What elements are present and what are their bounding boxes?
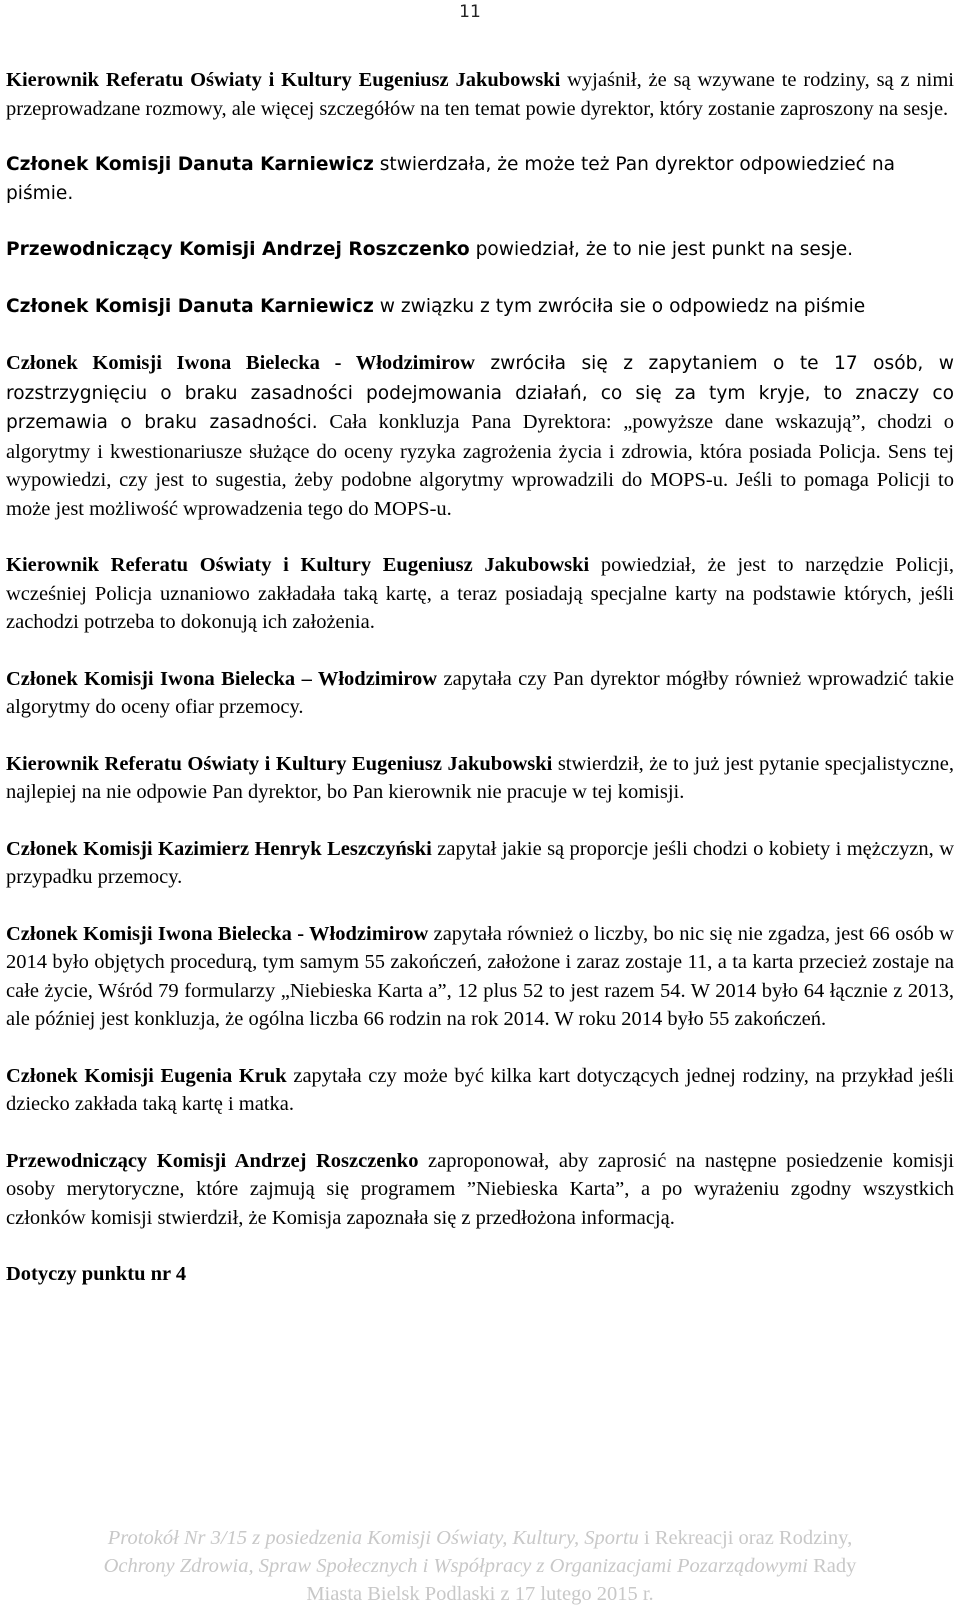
speaker-name: Członek Komisji Danuta Karniewicz [6,295,374,317]
paragraph-text-sans: zwróciła się z zapytaniem o te 17 osób, w rozstrzygnięciu o braku zasadności podejmowania działań, co się za tym kryje, to znaczy co przemawia o braku zasadności. [6,353,954,433]
paragraph-10 [6,920,954,1034]
paragraph-text: wyjaśnił, że są wzywane te rodziny, są z nimi przeprowadzane rozmowy, ale więcej szczegółów na ten temat powie dyrektor, który zostanie zaproszony na sesje. [6,69,954,120]
page-footer [0,1524,960,1608]
footer-text: i Rekreacji oraz Rodziny, [638,1527,853,1549]
paragraph-8 [6,750,954,807]
paragraph-12 [6,1147,954,1233]
footer-text: Ochrony Zdrowia, Spraw Społecznych i Współpracy z Organizacjami Pozarządowymi [103,1555,808,1577]
paragraph-text: zapytała czy może być kilka kart dotyczących jednej rodziny, na przykład jeśli dziecko zakłada taką kartę i matka. [6,1064,954,1115]
footer-text: Rady [807,1555,857,1577]
section-heading: Dotyczy punktu nr 4 [6,1263,187,1285]
document-body [6,66,954,1289]
footer-line-2 [0,1552,960,1580]
speaker-name: Przewodniczący Komisji Andrzej Roszczenko [6,1149,419,1172]
paragraph-text: Cała konkluzja Pana Dyrektora: „powyższe dane wskazują”, chodzi o algorytmy i kwestionariusze służące do oceny ryzyka zagrożenia życia i zdrowia, która posiada Policja. Sens tej wypowiedzi, czy jest to sugestia, żeby podobne algorytmy wprowadzili do MOPS-u. Jeśli to pomaga Policji to może jest możliwość wprowadzenia tego do MOPS-u. [6,411,954,520]
paragraph-6 [6,551,954,637]
paragraph-1 [6,66,954,123]
page-number: 11 [459,2,481,22]
footer-line-1 [0,1524,960,1552]
speaker-name: Członek Komisji Iwona Bielecka - Włodzimirow [6,352,475,374]
paragraph-2 [6,151,954,208]
paragraph-text: powiedział, że jest to narzędzie Policji, wcześniej Policja uznaniowo zakładała taką kartę, a teraz posiadają specjalne karty na podstawie których, jeśli zachodzi potrzeba to dokonują ich założenia. [6,554,954,633]
footer-line-3: Miasta Bielsk Podlaski z 17 lutego 2015 r. [306,1583,654,1605]
paragraph-11 [6,1062,954,1119]
speaker-name: Członek Komisji Eugenia Kruk [6,1064,287,1087]
paragraph-5 [6,349,954,523]
speaker-name: Członek Komisji Danuta Karniewicz [6,154,374,175]
speaker-name: Członek Komisji Iwona Bielecka – Włodzimirow [6,667,438,690]
speaker-name: Członek Komisji Iwona Bielecka - Włodzimirow [6,922,429,945]
speaker-name: Kierownik Referatu Oświaty i Kultury Eugeniusz Jakubowski [6,752,553,775]
paragraph-7 [6,665,954,722]
paragraph-text: zapytał jakie są proporcje jeśli chodzi o kobiety i mężczyzn, w przypadku przemocy. [6,837,954,888]
paragraph-4 [6,293,954,322]
paragraph-text: zapytała również o liczby, bo nic się nie zgadza, jest 66 osób w 2014 było objętych procedurą, tym samym 55 zakończeń, założone i zaraz zostaje 11, a ta karta przecież zostaje na całe życie, Wśród 79 formularzy „Niebieska Karta a”, 12 plus 52 to jest razem 54. W 2014 było 64 łącznie z 2013, ale później jest konkluzja, że ogólna liczba 66 rodzin na rok 2014. W roku 2014 było 55 zakończeń. [6,922,954,1030]
speaker-name: Kierownik Referatu Oświaty i Kultury Eugeniusz Jakubowski [6,554,590,576]
paragraph-text: powiedział, że to nie jest punkt na sesje. [469,239,854,260]
paragraph-text: zaproponował, aby zaprosić na następne posiedzenie komisji osoby merytoryczne, które zajmują się programem ”Niebieska Karta”, a po wyrażeniu zgodny wszystkich członków komisji stwierdził, że Komisja zapoznała się z przedłożona informacją. [6,1149,954,1229]
paragraph-text: stwierdzała, że może też Pan dyrektor odpowiedzieć na piśmie. [6,154,895,204]
paragraph-9 [6,835,954,892]
paragraph-3 [6,236,954,265]
footer-text: Protokół Nr 3/15 z posiedzenia Komisji Oświaty, Kultury, Sportu [107,1527,639,1549]
paragraph-text: zapytała czy Pan dyrektor mógłby również wprowadzić takie algorytmy do oceny ofiar przemocy. [6,667,954,718]
paragraph-text: w związku z tym zwróciła sie o odpowiedz na piśmie [373,295,866,317]
speaker-name: Kierownik Referatu Oświaty i Kultury Eugeniusz Jakubowski [6,69,561,91]
paragraph-text: stwierdził, że to już jest pytanie specjalistyczne, najlepiej na nie odpowie Pan dyrektor, bo Pan kierownik nie pracuje w tej komisji. [6,752,954,803]
speaker-name: Członek Komisji Kazimierz Henryk Leszczyński [6,837,432,860]
speaker-name: Przewodniczący Komisji Andrzej Roszczenko [6,239,470,260]
